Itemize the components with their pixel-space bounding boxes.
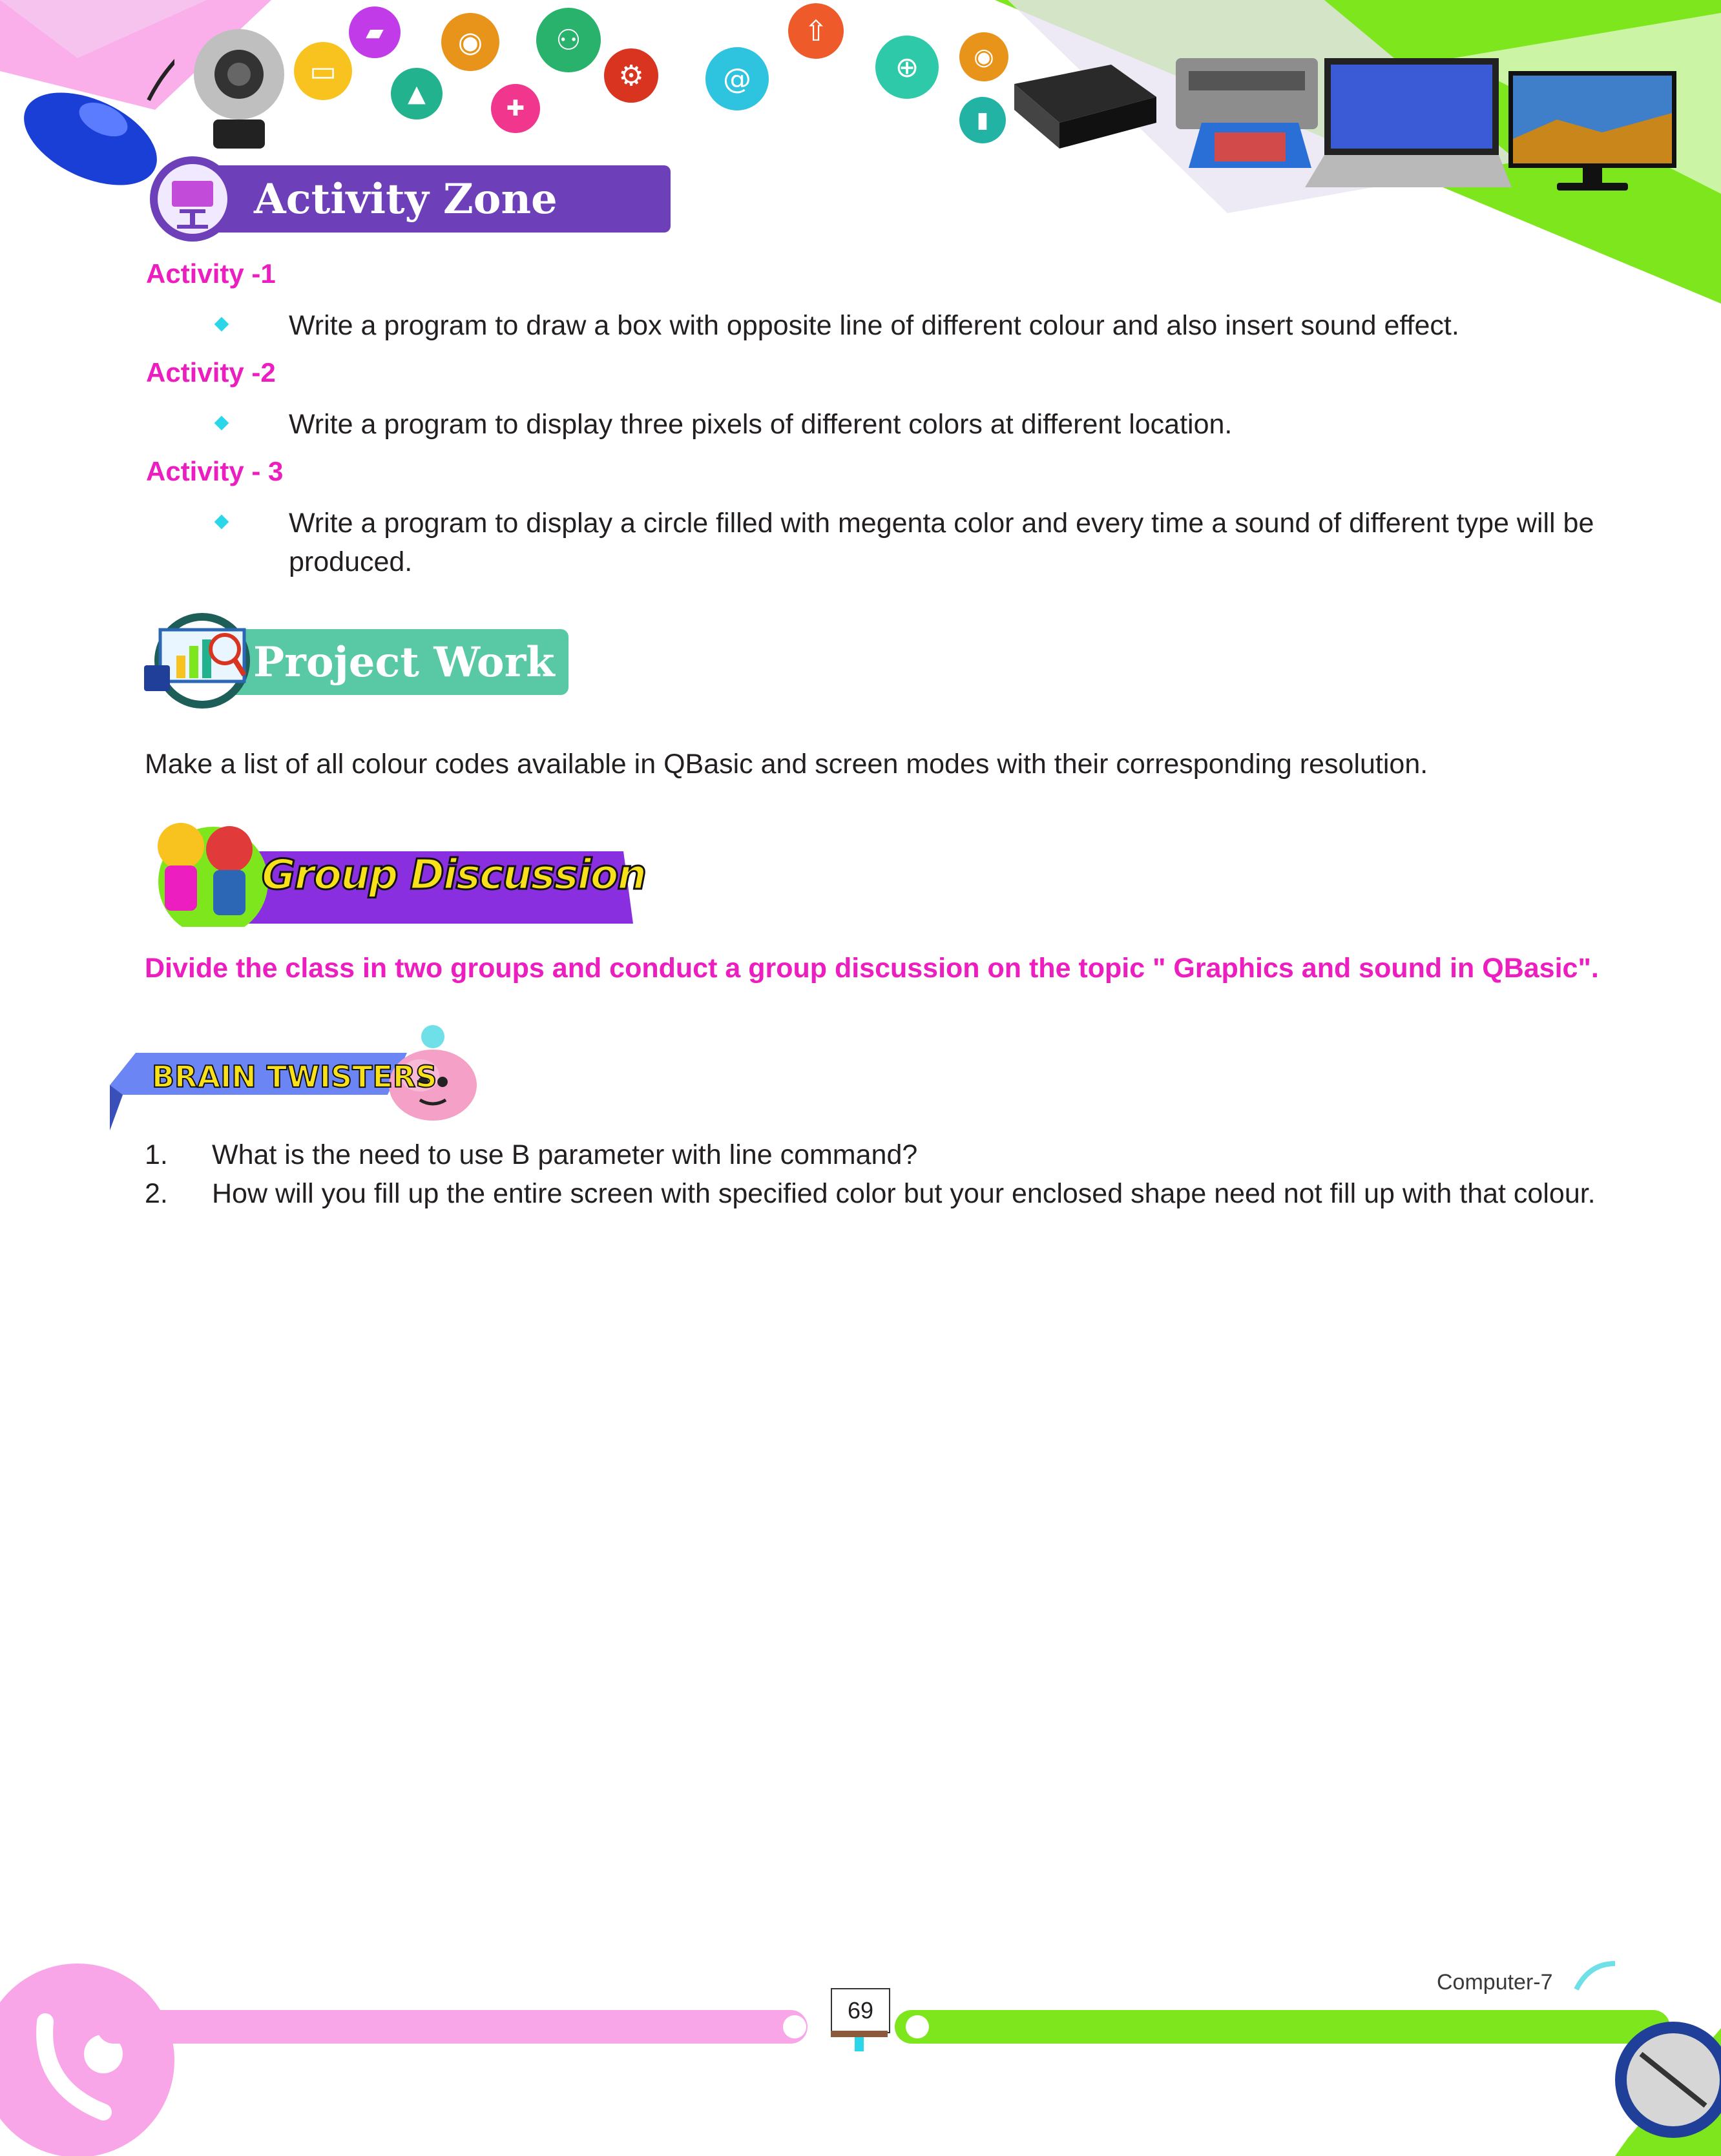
- gamepad-icon: ✚: [491, 84, 540, 133]
- project-work-banner: [141, 610, 568, 714]
- network-icon: ⚇: [536, 8, 601, 72]
- at-icon: @: [705, 47, 769, 110]
- activity-2-item: Write a program to display three pixels of different colors at different location.: [289, 409, 1233, 440]
- activity-zone-banner: [147, 154, 671, 244]
- activity-3-item: Write a program to display a circle filled with megenta color and every time a sound of different type will be produced.: [289, 508, 1594, 577]
- brain-twisters-title: BRAIN TWISTERS: [152, 1059, 437, 1094]
- activity-3-label: Activity - 3: [146, 456, 284, 486]
- project-work-title: Project Work: [253, 637, 555, 687]
- activity-2-label: Activity -2: [146, 357, 276, 388]
- monitor-image: [1505, 68, 1680, 197]
- webcam-image: [181, 23, 297, 152]
- book-title: Computer-7: [1437, 1970, 1553, 1995]
- activity-1-label: Activity -1: [146, 258, 276, 289]
- page-number: 69: [831, 1988, 890, 2033]
- bullet-icon: [214, 416, 229, 431]
- group-discussion-text: Divide the class in two groups and conduct a group discussion on the topic " Graphics and sound in QBasic".: [145, 953, 1599, 984]
- activity-zone-title: Activity Zone: [254, 174, 558, 223]
- bullet-icon: [214, 317, 229, 332]
- activity-zone-icon: [147, 154, 238, 244]
- project-work-text: Make a list of all colour codes available in QBasic and screen modes with their corresponding resolution.: [145, 749, 1428, 780]
- chart-icon: ▲: [391, 68, 443, 119]
- question-text: What is the need to use B parameter with line command?: [212, 1139, 918, 1170]
- question-text: How will you fill up the entire screen with specified color but your enclosed shape need not fill up with that colour.: [212, 1178, 1596, 1209]
- upload-icon: ⇧: [788, 3, 844, 59]
- scanner-image: [1008, 58, 1163, 149]
- mouse-icon: ◉: [441, 13, 499, 71]
- folder-icon: ▰: [349, 6, 401, 58]
- bullet-icon: [214, 515, 229, 530]
- group-discussion-title: Group Discussion: [262, 851, 646, 899]
- question-number: 1.: [145, 1139, 168, 1170]
- bar-chart-icon: ▮: [959, 97, 1006, 143]
- question-number: 2.: [145, 1178, 168, 1209]
- project-work-icon: [141, 610, 251, 714]
- page-number-stand: [855, 2037, 864, 2051]
- mouse-icon: ◉: [959, 32, 1008, 81]
- laptop-image: [1305, 52, 1512, 194]
- activity-1-item: Write a program to draw a box with opposite line of different colour and also insert sound effect.: [289, 310, 1459, 341]
- globe-icon: ⊕: [875, 36, 939, 99]
- monitor-icon: ▭: [294, 42, 352, 100]
- gear-icon: ⚙: [604, 48, 658, 103]
- page-number-stand: [831, 2031, 888, 2037]
